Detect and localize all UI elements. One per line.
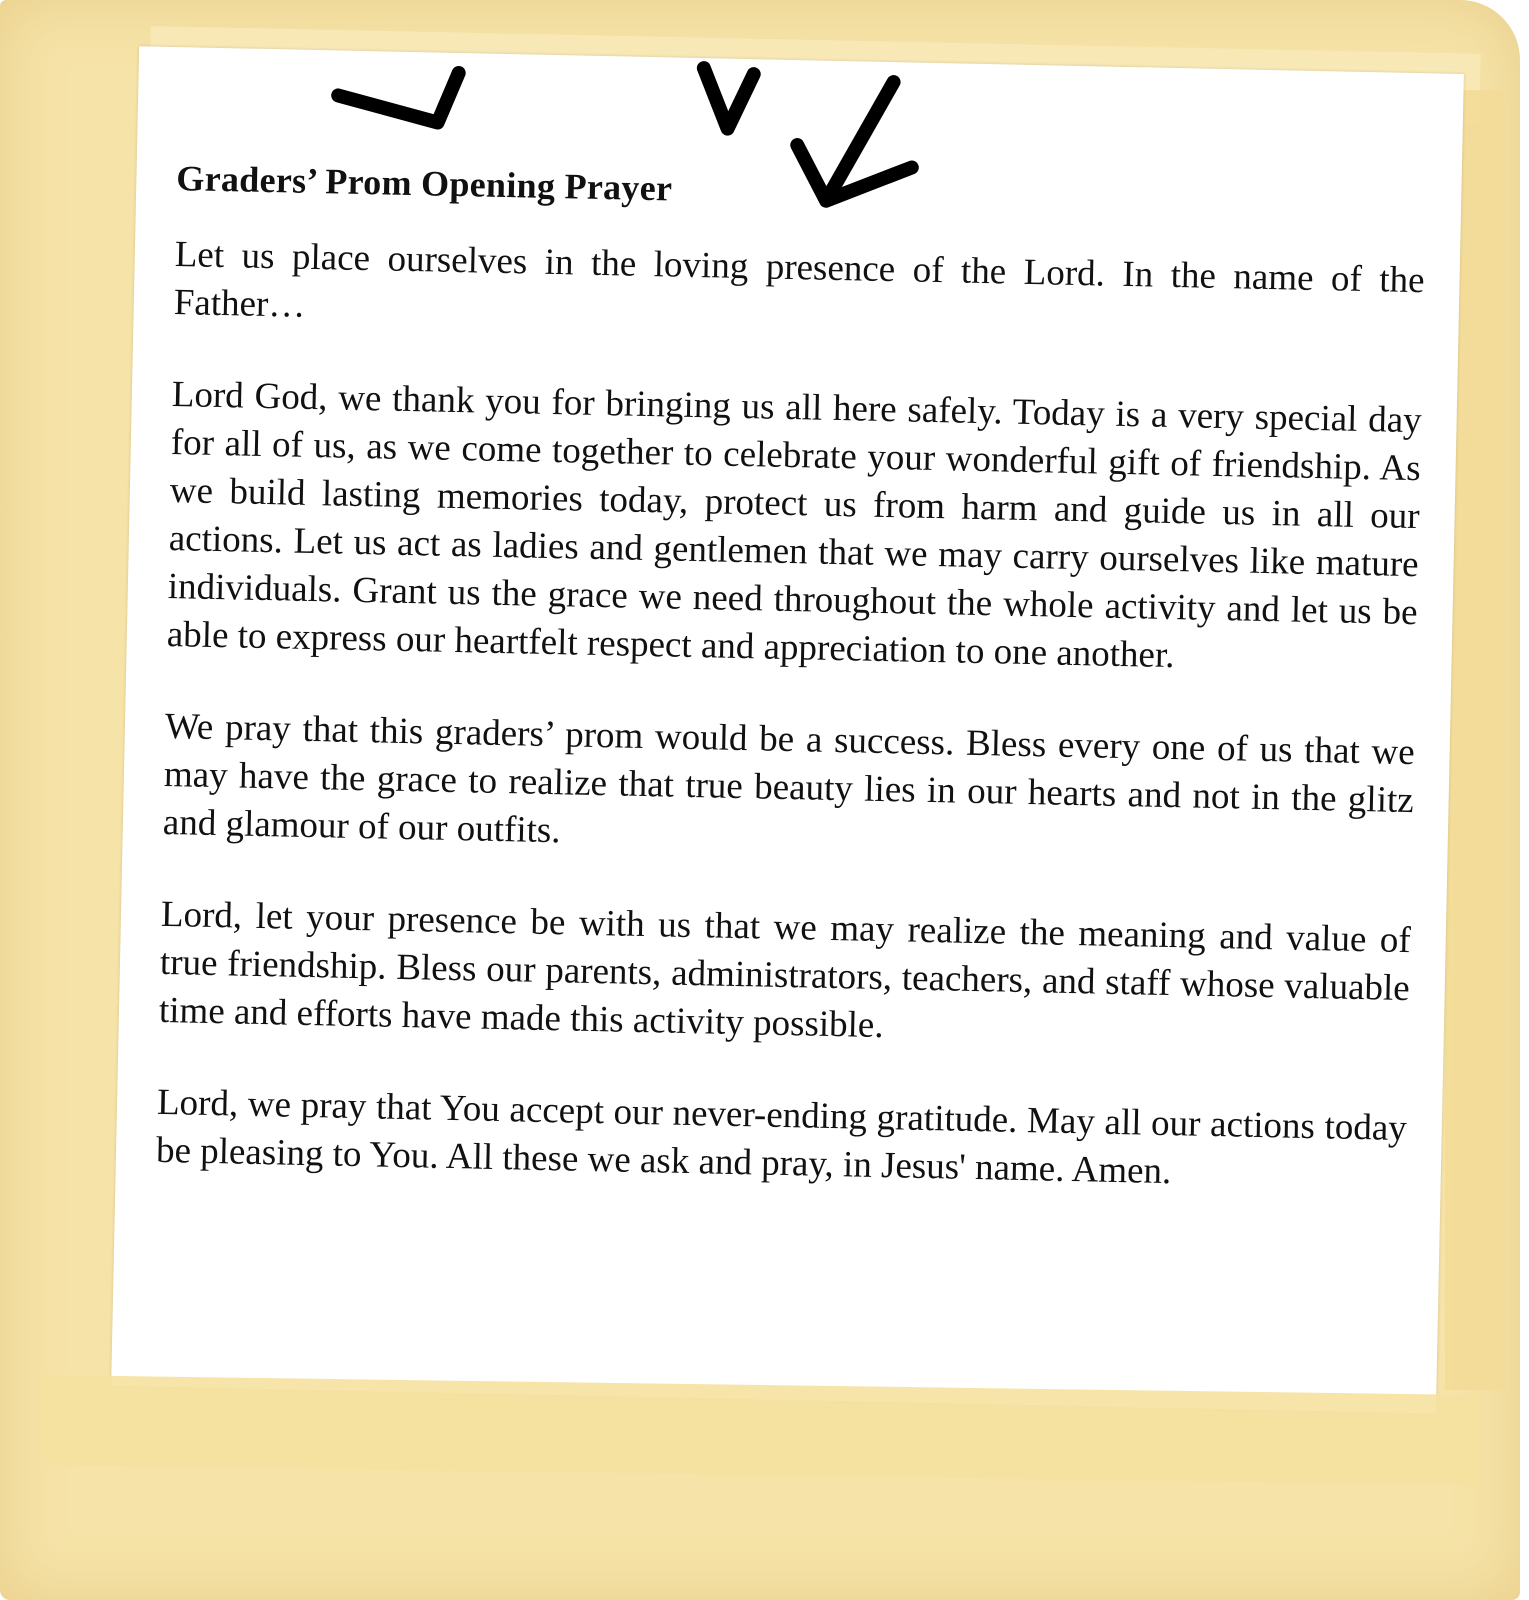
marker-stroke-middle (703, 68, 754, 129)
marker-stroke-left (338, 70, 459, 123)
document-title: Graders’ Prom Opening Prayer (176, 158, 673, 209)
paragraph-closing: Lord, we pray that You accept our never-ending gratitude. May all our actions today be pleasing to You. All these we ask and pray, in Jesus' name. Amen. (155, 1081, 1408, 1193)
paragraph-friendship: Lord, let your presence be with us that we may realize the meaning and value of true friendship. Bless our parents, administrators, teachers, and staff whose valuable time and efforts have made this activity possible. (158, 893, 1412, 1047)
prayer-sheet (111, 46, 1464, 1413)
paragraph-thanksgiving: Lord God, we thank you for bringing us all here safely. Today is a very special day for all of us, as we come together to celebrate your wonderful gift of friendship. As we build lasting memories today, protect us from harm and guide us in all our actions. Let us act as ladies and gentlemen that we may carry ourselves like mature individuals. Grant us the grace we need throughout the whole activity and let us be able to express our heartfelt respect and appreciation to one another. (166, 374, 1423, 677)
prayer-text (155, 157, 1427, 1245)
paragraph-opening: Let us place ourselves in the loving presence of the Lord. In the name of the Father… (173, 234, 1425, 326)
paragraph-success: We pray that this graders’ prom would be a success. Bless every one of us that we may have the grace to realize that true beauty lies in our hearts and not in the glitz and glamour of our outfits. (162, 705, 1416, 852)
